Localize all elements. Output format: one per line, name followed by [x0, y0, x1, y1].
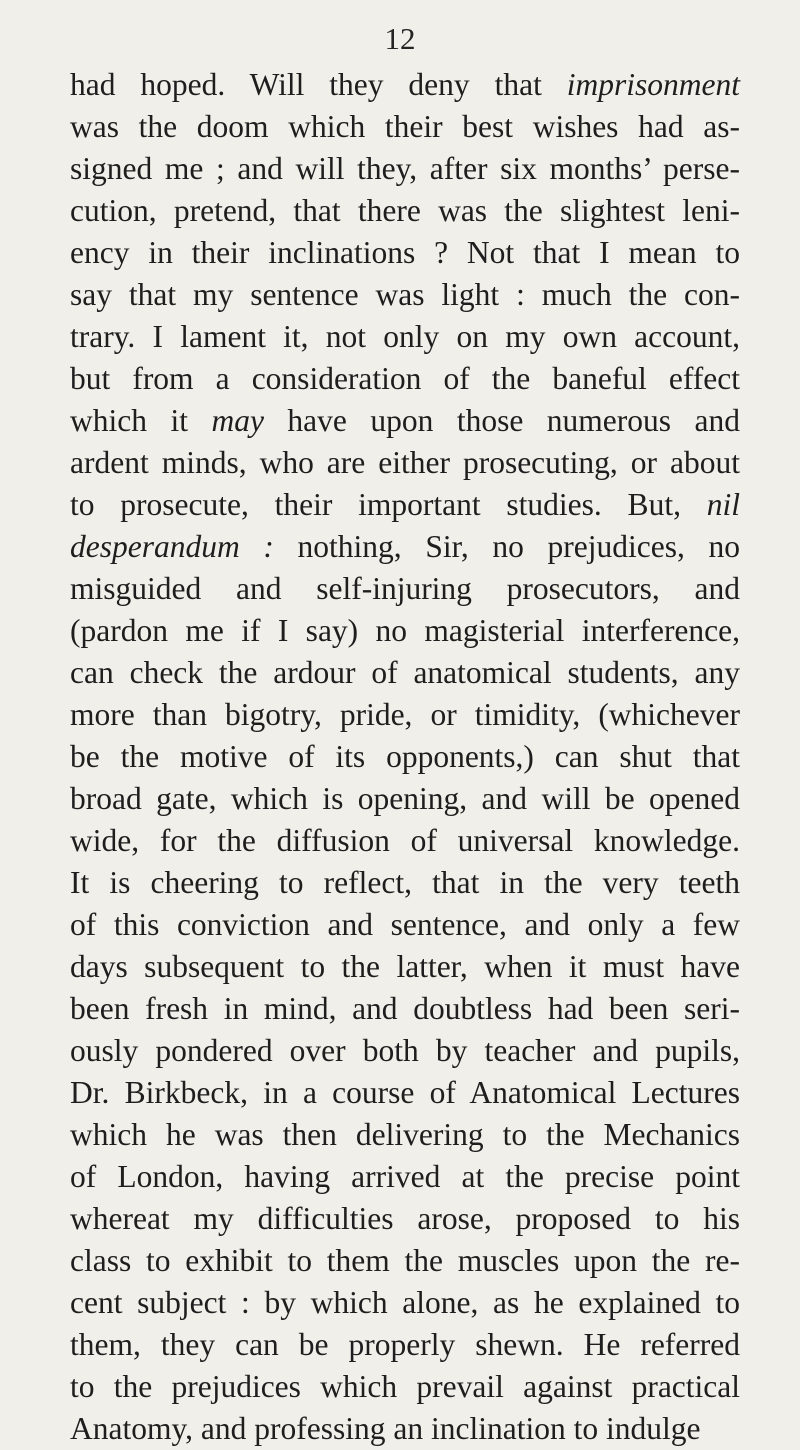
text-line: be the motive of its opponents,) can shut that	[70, 739, 740, 774]
text-line: of this conviction and sentence, and only a few	[70, 907, 740, 942]
text-line: more than bigotry, pride, or timidity, (whichever	[70, 697, 740, 732]
text-line: ency in their inclinations ? Not that I mean to	[70, 235, 740, 270]
text-line: which it may have upon those numerous and	[70, 403, 740, 438]
text-line: It is cheering to reflect, that in the very teeth	[70, 865, 740, 900]
text-line: was the doom which their best wishes had as-	[70, 109, 740, 144]
text-line: whereat my difficulties arose, proposed to his	[70, 1201, 740, 1236]
text-line: wide, for the diffusion of universal knowledge.	[70, 823, 740, 858]
page-number: 12	[384, 21, 416, 56]
italic-phrase: may	[211, 403, 264, 438]
text-line: of London, having arrived at the precise point	[70, 1159, 740, 1194]
text-line: had hoped. Will they deny that imprisonment	[70, 67, 740, 102]
text-line: broad gate, which is opening, and will be opened	[70, 781, 740, 816]
text-line: cution, pretend, that there was the slightest leni-	[70, 193, 740, 228]
text-line: to prosecute, their important studies. But, nil	[70, 487, 740, 522]
text-line: can check the ardour of anatomical students, any	[70, 655, 740, 690]
italic-phrase: nil	[706, 487, 740, 522]
text-line: say that my sentence was light : much the con-	[70, 277, 740, 312]
text-line: Anatomy, and professing an inclination to indulge	[70, 1411, 701, 1446]
text-line: (pardon me if I say) no magisterial interference,	[70, 613, 740, 648]
text-line: trary. I lament it, not only on my own account,	[70, 319, 740, 354]
text-line: to the prejudices which prevail against practical	[70, 1369, 740, 1404]
text-line: which he was then delivering to the Mechanics	[70, 1117, 740, 1152]
text-line: Dr. Birkbeck, in a course of Anatomical Lectures	[70, 1075, 740, 1110]
text-line: cent subject : by which alone, as he explained to	[70, 1285, 740, 1320]
text-line: misguided and self-injuring prosecutors, and	[70, 571, 740, 606]
text-line: ously pondered over both by teacher and pupils,	[70, 1033, 740, 1068]
text-line: desperandum : nothing, Sir, no prejudices, no	[70, 529, 741, 564]
italic-phrase: imprisonment	[566, 67, 740, 102]
text-line: days subsequent to the latter, when it must have	[70, 949, 740, 984]
text-line: been fresh in mind, and doubtless had been seri-	[70, 991, 740, 1026]
text-line: class to exhibit to them the muscles upon the re-	[70, 1243, 740, 1278]
text-line: but from a consideration of the baneful effect	[70, 361, 740, 396]
text-line: signed me ; and will they, after six months’ perse-	[70, 151, 740, 186]
italic-phrase: desperandum :	[70, 529, 274, 564]
text-line: ardent minds, who are either prosecuting, or about	[70, 445, 740, 480]
body-text	[70, 64, 740, 1450]
text-line: them, they can be properly shewn. He referred	[70, 1327, 740, 1362]
